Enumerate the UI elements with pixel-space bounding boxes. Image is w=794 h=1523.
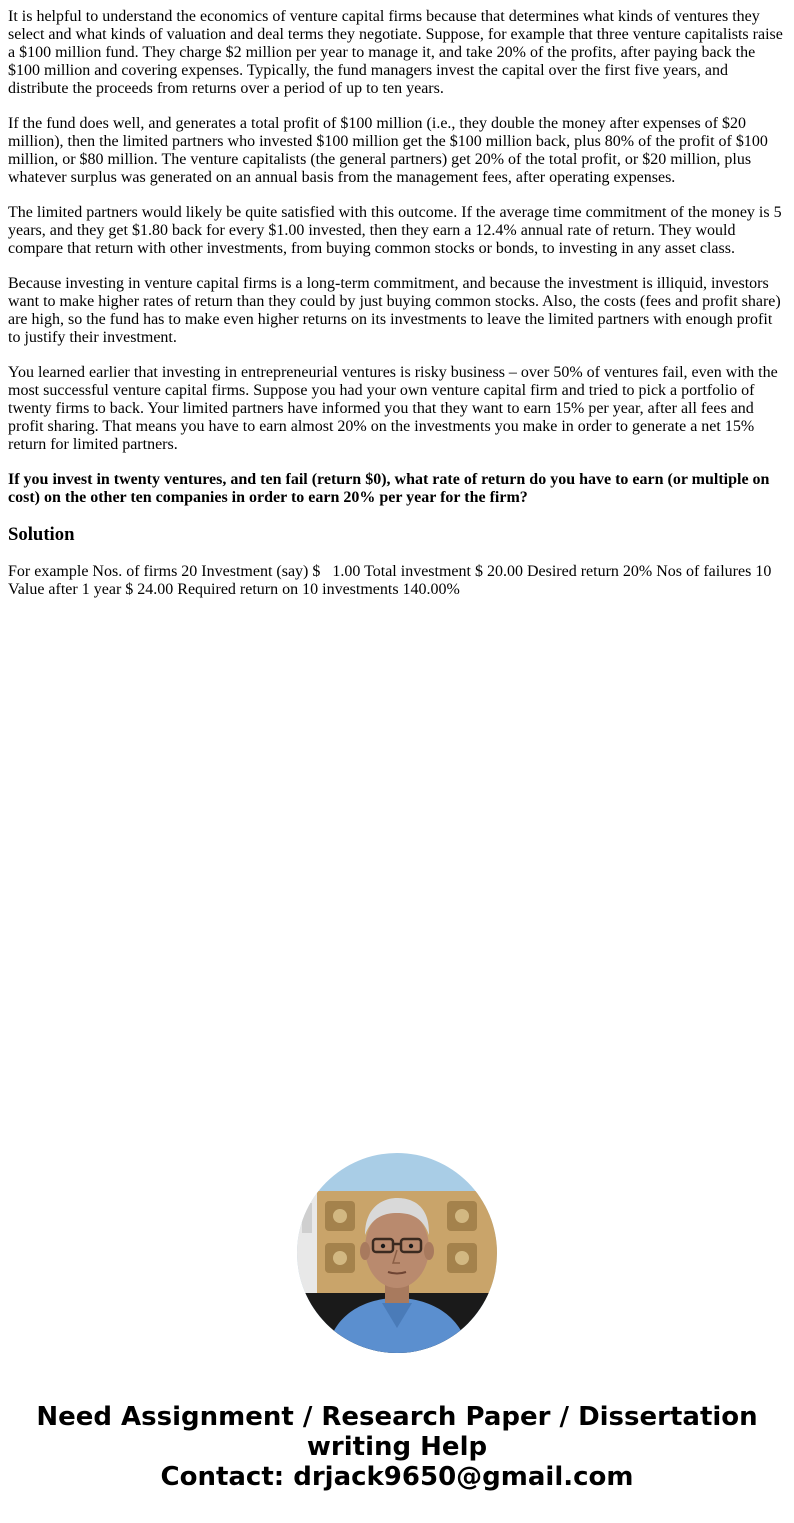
solution-heading: Solution: [8, 524, 75, 545]
footer-line-2: writing Help: [306, 1432, 488, 1462]
solution-text: For example Nos. of firms 20 Investment (say) $ 1.00 Total investment $ 20.00 Desired return 20% Nos of failures 10 Value after 1 year $ 24.00 Required return on 10 investments 140.00%: [8, 563, 776, 598]
intro-paragraph-5: You learned earlier that investing in entrepreneurial ventures is risky business – over 50% of ventures fail, even with the most successful venture capital firms. Suppose you had your own venture capital firm and tried to pick a portfolio of twenty firms to back. Your limited partners have informed you that they want to earn 15% per year, after all fees and profit sharing. That means you have to earn almost 20% on the investments you make in order to generate a net 15% return for limited partners.: [8, 364, 778, 453]
author-avatar: [297, 1153, 497, 1353]
contact-footer: [0, 1402, 794, 1492]
intro-paragraph-1: It is helpful to understand the economics of venture capital firms because that determines what kinds of ventures they select and what kinds of valuation and deal terms they negotiate. Suppose, for example that three venture capitalists raise a $100 million fund. They charge $2 million per year to manage it, and take 20% of the profits, after paying back the $100 million and covering expenses. Typically, the fund managers invest the capital over the first five years, and distribute the proceeds from returns over a period of up to ten years.: [8, 8, 783, 97]
footer-contact-email: Contact: drjack9650@gmail.com: [160, 1462, 634, 1492]
footer-line-1: Need Assignment / Research Paper / Dissertation: [36, 1402, 758, 1432]
person-photo-icon: [297, 1153, 497, 1353]
document-content: [8, 8, 786, 616]
question-text: If you invest in twenty ventures, and ten fail (return $0), what rate of return do you have to earn (or multiple on cost) on the other ten companies in order to earn 20% per year for the firm?: [8, 471, 770, 506]
intro-paragraph-2: If the fund does well, and generates a total profit of $100 million (i.e., they double the money after expenses of $20 million), then the limited partners who invested $100 million get the $100 million back, plus 80% of the profit of $100 million, or $80 million. The venture capitalists (the general partners) get 20% of the total profit, or $20 million, plus whatever surplus was generated on an annual basis from the management fees, after operating expenses.: [8, 115, 768, 186]
intro-paragraph-4: Because investing in venture capital firms is a long-term commitment, and because the investment is illiquid, investors want to make higher rates of return than they could by just buying common stocks. Also, the costs (fees and profit share) are high, so the fund has to make even higher returns on its investments to leave the limited partners with enough profit to justify their investment.: [8, 275, 781, 346]
intro-paragraph-3: The limited partners would likely be quite satisfied with this outcome. If the average time commitment of the money is 5 years, and they get $1.80 back for every $1.00 invested, then they earn a 12.4% annual rate of return. They would compare that return with other investments, from buying common stocks or bonds, to investing in any asset class.: [8, 204, 782, 257]
